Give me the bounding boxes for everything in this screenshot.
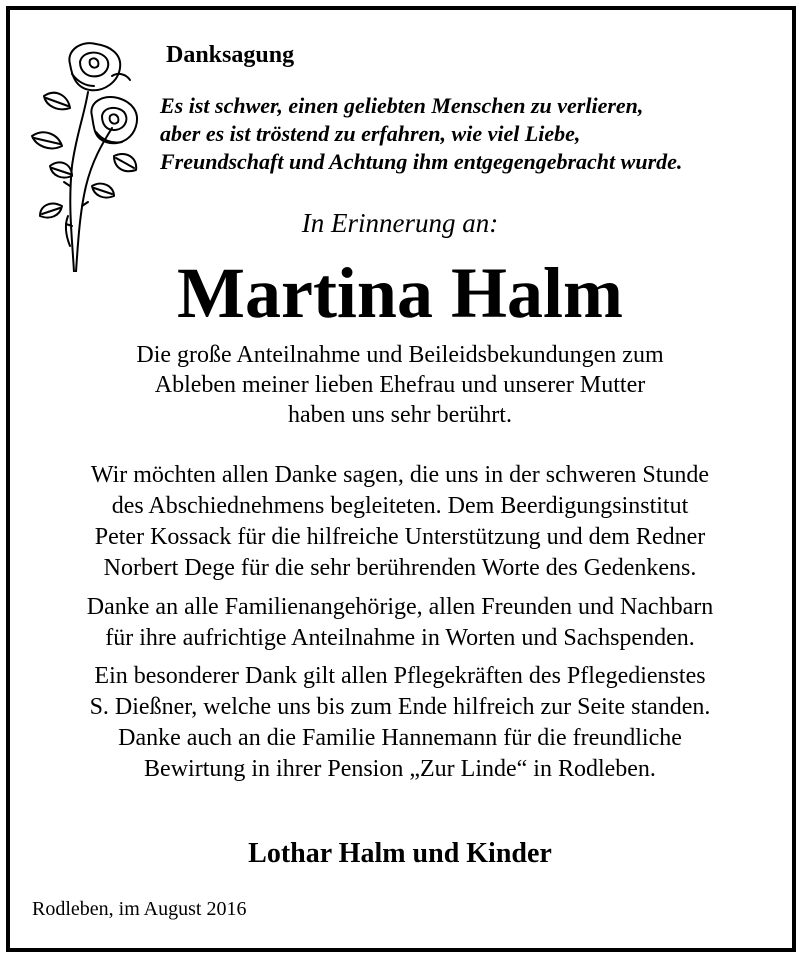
deceased-name: Martina Halm <box>177 253 623 333</box>
paragraph-line: Danke an alle Familienangehörige, allen Freunden und Nachbarn <box>86 594 714 620</box>
motto-line: Es ist schwer, einen geliebten Menschen zu verlieren, <box>160 93 644 118</box>
paragraph-line: des Abschiednehmens begleiteten. Dem Beerdigungsinstitut <box>111 493 689 519</box>
paragraph-line: Bewirtung in ihrer Pension „Zur Linde“ in Rodleben. <box>144 756 656 782</box>
intro-line: Die große Anteilnahme und Beileidsbekundungen zum <box>136 342 664 368</box>
paragraph-line: Wir möchten allen Danke sagen, die uns in der schweren Stunde <box>90 462 710 488</box>
paragraph-line: S. Dießner, welche uns bis zum Ende hilfreich zur Seite standen. <box>89 694 711 720</box>
paragraph-line: für ihre aufrichtige Anteilnahme in Worten und Sachspenden. <box>105 625 695 651</box>
page-title: Danksagung <box>166 42 295 68</box>
thanks-paragraph-1 <box>0 460 800 584</box>
signature: Lothar Halm und Kinder <box>248 838 552 869</box>
memorial-intro: In Erinnerung an: <box>301 208 499 238</box>
motto-line: Freundschaft und Achtung ihm entgegengebracht wurde. <box>160 149 683 174</box>
intro-line: Ableben meiner lieben Ehefrau und unserer Mutter <box>154 372 646 398</box>
paragraph-line: Ein besonderer Dank gilt allen Pflegekräften des Pflegedienstes <box>94 663 706 689</box>
place-date: Rodleben, im August 2016 <box>32 898 247 920</box>
paragraph-line: Peter Kossack für die hilfreiche Unterstützung und dem Redner <box>94 524 706 550</box>
intro-text <box>0 340 800 430</box>
motto-quote <box>160 92 682 176</box>
thanks-paragraph-3 <box>0 661 800 785</box>
paragraph-line: Norbert Dege für die sehr berührenden Worte des Gedenkens. <box>103 555 697 581</box>
paragraph-line: Danke auch an die Familie Hannemann für die freundliche <box>118 725 682 751</box>
motto-line: aber es ist tröstend zu erfahren, wie viel Liebe, <box>160 121 581 146</box>
intro-line: haben uns sehr berührt. <box>288 402 512 428</box>
thanks-paragraph-2 <box>0 592 800 654</box>
